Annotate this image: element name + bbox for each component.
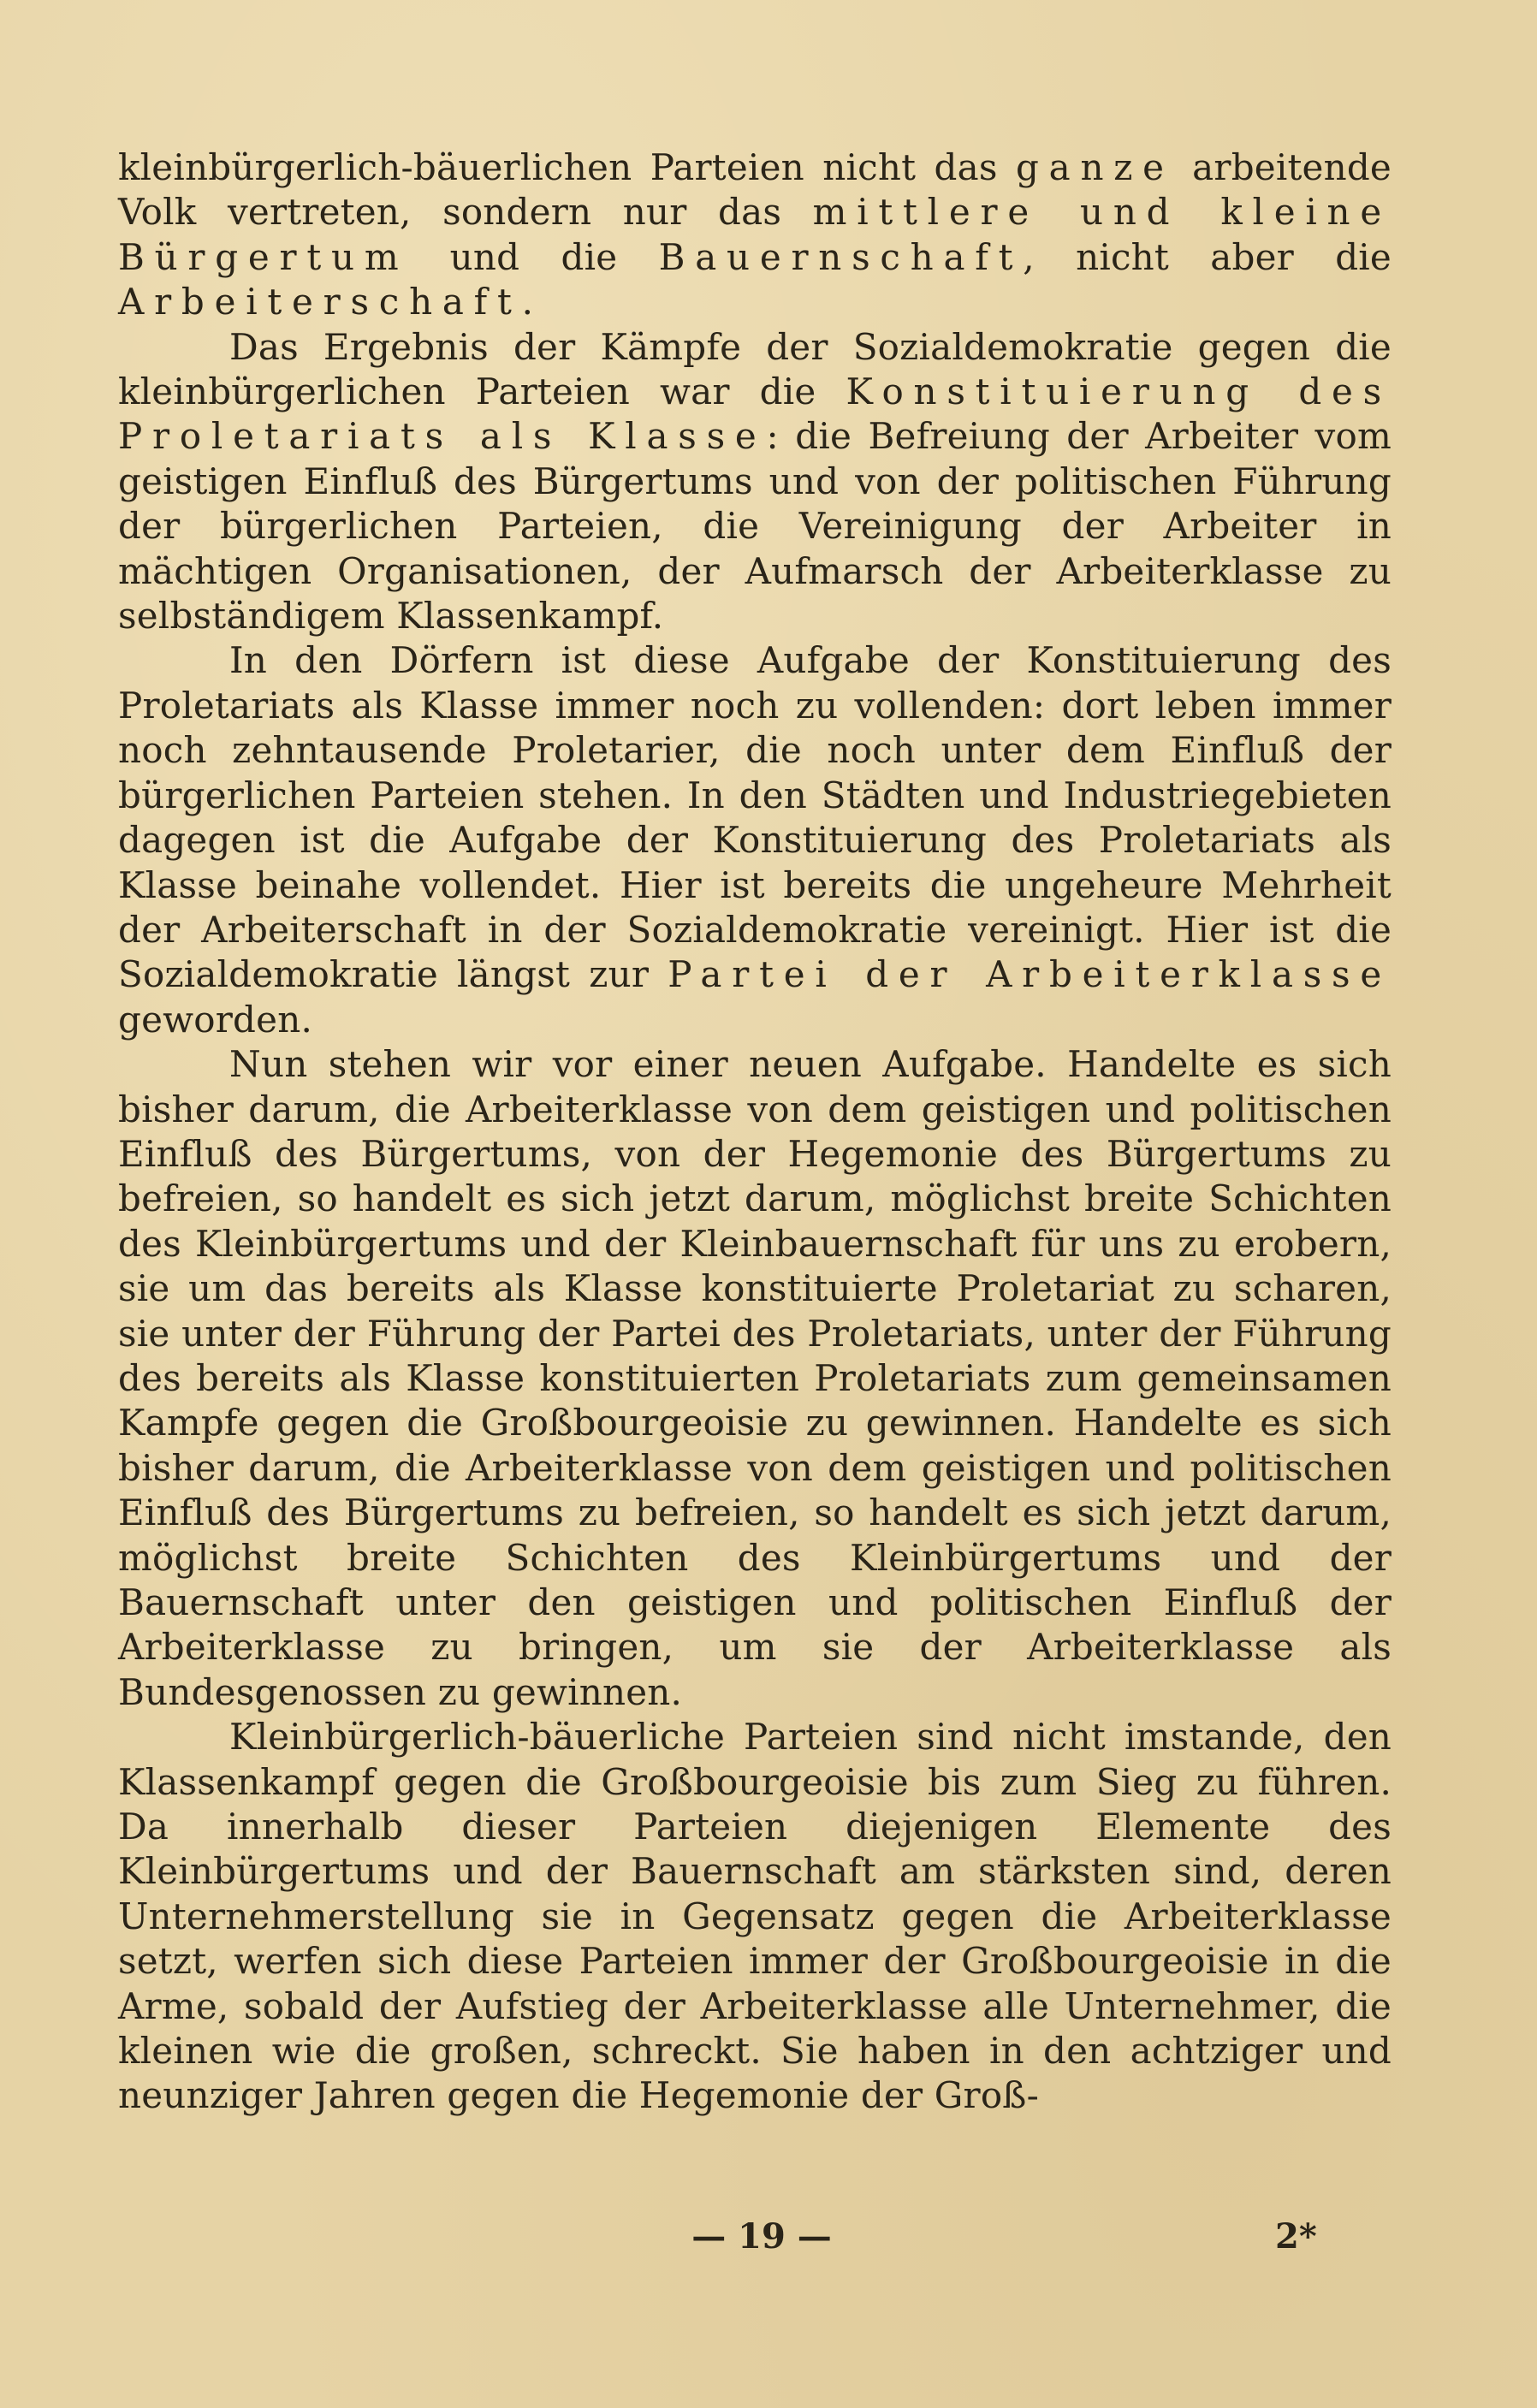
text-run: In den Dörfern ist diese Aufgabe der Konstituierung des Proletariats als Klasse immer noch zu vollenden: dort leben immer noch zehntausende Proletarier, die noch unter dem Einfluß der bürgerlichen Parteien stehen. In den Städten und Industriegebieten dagegen ist die Aufgabe der Konstituierung des Proletariats als Klasse beinahe vollendet. Hier ist bereits die ungeheure Mehrheit der Arbeiterschaft in der Sozialdemokratie vereinigt. Hier ist die Sozialdemokratie längst zur (118, 639, 1392, 996)
emphasized-text: Partei der Arbeiterklasse (668, 953, 1392, 996)
text-run: kleinbürgerlich-bäuerlichen Parteien nicht das (118, 146, 1017, 188)
emphasized-text: Bauernschaft (658, 235, 1024, 278)
text-run: geworden. (118, 998, 312, 1041)
signature-mark: 2* (1275, 2216, 1317, 2257)
paragraph (118, 1715, 1392, 2119)
emphasized-text: ganze (1016, 146, 1174, 188)
text-run: Nun stehen wir vor einer neuen Aufgabe. Handelte es sich bisher darum, die Arbeiterklasse von dem geistigen und politischen Einfluß des Bürgertums, von der Hegemonie des Bürgertums zu befreien, so handelt es sich jetzt darum, möglichst breite Schichten des Kleinbürgertums und der Kleinbauernschaft für uns zu erobern, sie um das bereits als Klasse konstituierte Proletariat zu scharen, sie unter der Führung der Partei des Proletariats, unter der Führung des bereits als Klasse konstituierten Proletariats zum gemeinsamen Kampfe gegen die Großbourgeoisie zu gewinnen. Handelte es sich bisher darum, die Arbeiterklasse von dem geistigen und politischen Einfluß des Bürgertums zu befreien, so handelt es sich jetzt darum, möglichst breite Schichten des Kleinbürgertums und der Bauernschaft unter den geistigen und politischen Einfluß der Arbeiterklasse zu bringen, um sie der Arbeiterklasse als Bundesgenossen zu gewinnen. (118, 1043, 1392, 1713)
text-run: , nicht aber die (1023, 235, 1392, 278)
emphasized-text: mittlere und kleine Bürgertum (118, 191, 1392, 278)
paragraph (118, 638, 1392, 1042)
paragraph (118, 1042, 1392, 1715)
emphasized-text: Arbeiterschaft (118, 281, 522, 323)
paragraph-continuation (118, 145, 1392, 325)
page-number: — 19 — (691, 2216, 832, 2257)
emphasized-text: Konstituierung des Proletariats als Klasse (118, 371, 1392, 458)
text-run: Kleinbürgerlich-bäuerliche Parteien sind nicht imstande, den Klassenkampf gegen die Großbourgeoisie bis zum Sieg zu führen. Da innerhalb dieser Parteien diejenigen Elemente des Kleinbürgertums und der Bauernschaft am stärksten sind, deren Unternehmerstellung sie in Gegensatz gegen die Arbeiterklasse setzt, werfen sich diese Parteien immer der Großbourgeoisie in die Arme, sobald der Aufstieg der Arbeiterklasse alle Unternehmer, die kleinen wie die großen, schreckt. Sie haben in den achtziger und neunziger Jahren gegen die Hegemonie der Groß- (118, 1716, 1392, 2117)
text-run: . (521, 281, 534, 323)
text-run: arbeitende Volk vertreten, sondern nur das (118, 146, 1392, 234)
page-footer (0, 2216, 1537, 2268)
body-text (118, 145, 1392, 2119)
paragraph (118, 325, 1392, 639)
text-run: Das Ergebnis der Kämpfe der Sozialdemokratie gegen die kleinbürgerlichen Parteien war die (118, 325, 1392, 413)
text-run: und die (408, 235, 659, 278)
text-run: : die Befreiung der Arbeiter vom geistigen Einfluß des Bürgertums und von der politischen Führung der bürgerlichen Parteien, die Vereinigung der Arbeiter in mächtigen Organisationen, der Aufmarsch der Arbeiterklasse zu selbständigem Klassenkampf. (118, 415, 1392, 638)
